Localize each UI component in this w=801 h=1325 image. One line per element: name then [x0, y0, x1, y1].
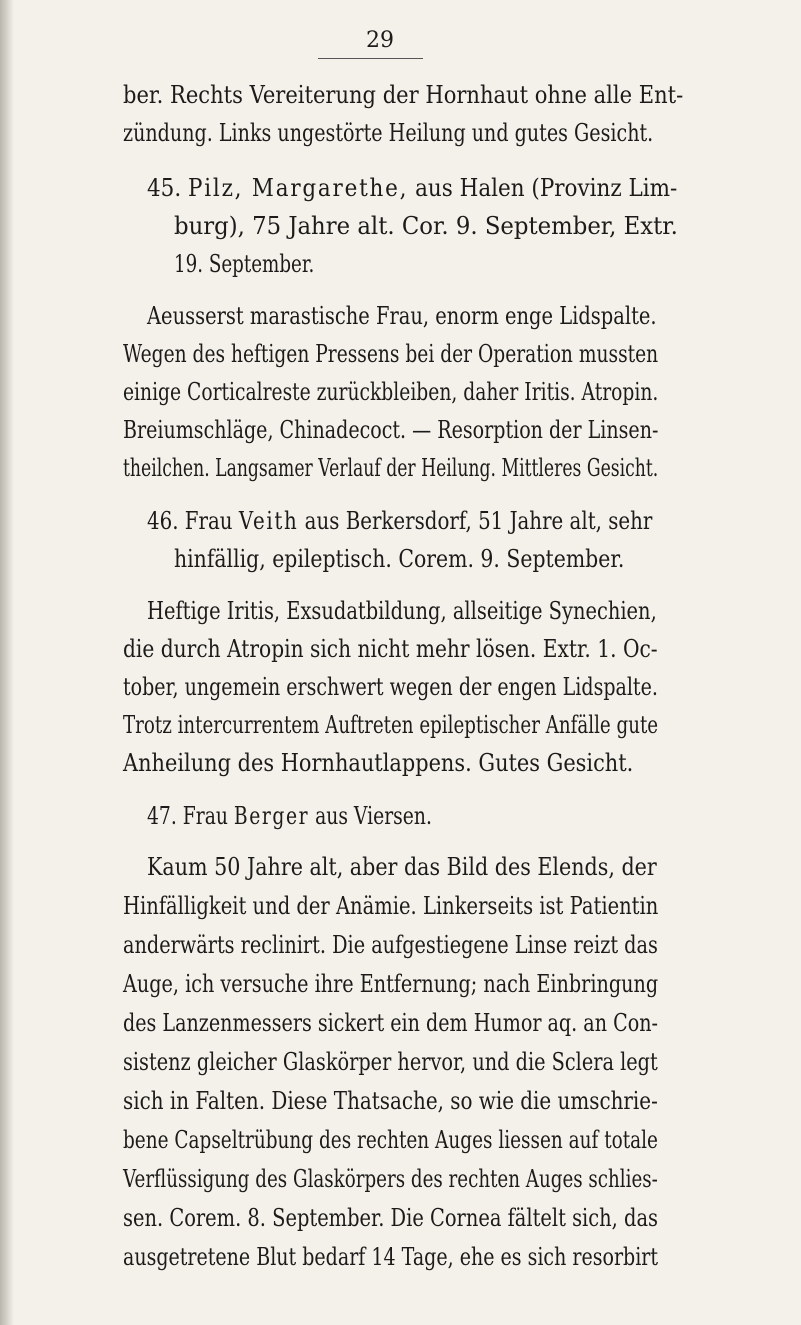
text-line: Kaum 50 Jahre alt, aber das Bild des Elends, der — [147, 853, 657, 881]
text-line: Breiumschläge, Chinadecoct. — Resorption der Linsen- — [123, 416, 659, 444]
text-line: Trotz intercurrentem Auftreten epileptischer Anfälle gute — [123, 711, 659, 739]
text-line: anderwärts reclinirt. Die aufgestiegene Linse reizt das — [123, 931, 658, 959]
page-number-rule — [318, 58, 423, 59]
page-spine-shadow — [0, 0, 14, 1325]
text-line: Hinfälligkeit und der Anämie. Linkerseits ist Patientin — [123, 892, 659, 920]
text-line: Heftige Iritis, Exsudatbildung, allseitige Synechien, — [147, 597, 657, 625]
text-line: theilchen. Langsamer Verlauf der Heilung. Mittleres Gesicht. — [123, 454, 659, 482]
case-number: 47. Frau — [147, 802, 234, 830]
text-line: zündung. Links ungestörte Heilung und gutes Gesicht. — [123, 119, 654, 147]
patient-name: Berger — [233, 802, 310, 830]
patient-name: Veith — [238, 507, 299, 535]
text-line: 19. September. — [174, 250, 315, 278]
text-line: Wegen des heftigen Pressens bei der Operation mussten — [123, 340, 659, 368]
text-line: einige Corticalreste zurückbleiben, daher Iritis. Atropin. — [123, 378, 659, 406]
text-line: ber. Rechts Vereiterung der Hornhaut ohne alle Ent- — [123, 81, 684, 109]
text-line: die durch Atropin sich nicht mehr lösen. Extr. 1. Oc- — [123, 635, 658, 663]
text-line: sistenz gleicher Glaskörper hervor, und die Sclera legt — [123, 1048, 658, 1076]
text-line: Aeusserst marastische Frau, enorm enge Lidspalte. — [147, 302, 657, 330]
text-line: burg), 75 Jahre alt. Cor. 9. September, Extr. — [174, 212, 678, 240]
text-line: sich in Falten. Diese Thatsache, so wie die umschrie- — [123, 1087, 658, 1115]
case-number: 46. Frau — [147, 507, 239, 535]
text-line: Verflüssigung des Glaskörpers des rechten Auges schlies- — [123, 1165, 658, 1193]
text-line: des Lanzenmessers sickert ein dem Humor aq. an Con- — [123, 1009, 658, 1037]
case-header-46 — [147, 506, 652, 536]
case-number: 45. — [147, 174, 189, 202]
text-line: sen. Corem. 8. September. Die Cornea fältelt sich, das — [123, 1204, 659, 1232]
case-header-47 — [147, 801, 432, 831]
text-line: Auge, ich versuche ihre Entfernung; nach Einbringung — [123, 970, 659, 998]
patient-name: Pilz, Margarethe, — [188, 174, 409, 202]
case-header-rest: aus Berkersdorf, 51 Jahre alt, sehr — [298, 507, 653, 535]
text-line: bene Capseltrübung des rechten Auges liessen auf totale — [123, 1126, 658, 1154]
case-header-45 — [147, 173, 677, 203]
text-line: hinfällig, epileptisch. Corem. 9. September. — [174, 545, 625, 573]
page-number: 29 — [366, 28, 394, 53]
text-line: tober, ungemein erschwert wegen der engen Lidspalte. — [123, 673, 658, 701]
case-header-rest: aus Viersen. — [309, 802, 432, 830]
text-line: ausgetretene Blut bedarf 14 Tage, ehe es sich resorbirt — [123, 1243, 659, 1271]
case-header-rest: aus Halen (Provinz Lim- — [408, 174, 678, 202]
text-line: Anheilung des Hornhautlappens. Gutes Gesicht. — [123, 749, 634, 777]
